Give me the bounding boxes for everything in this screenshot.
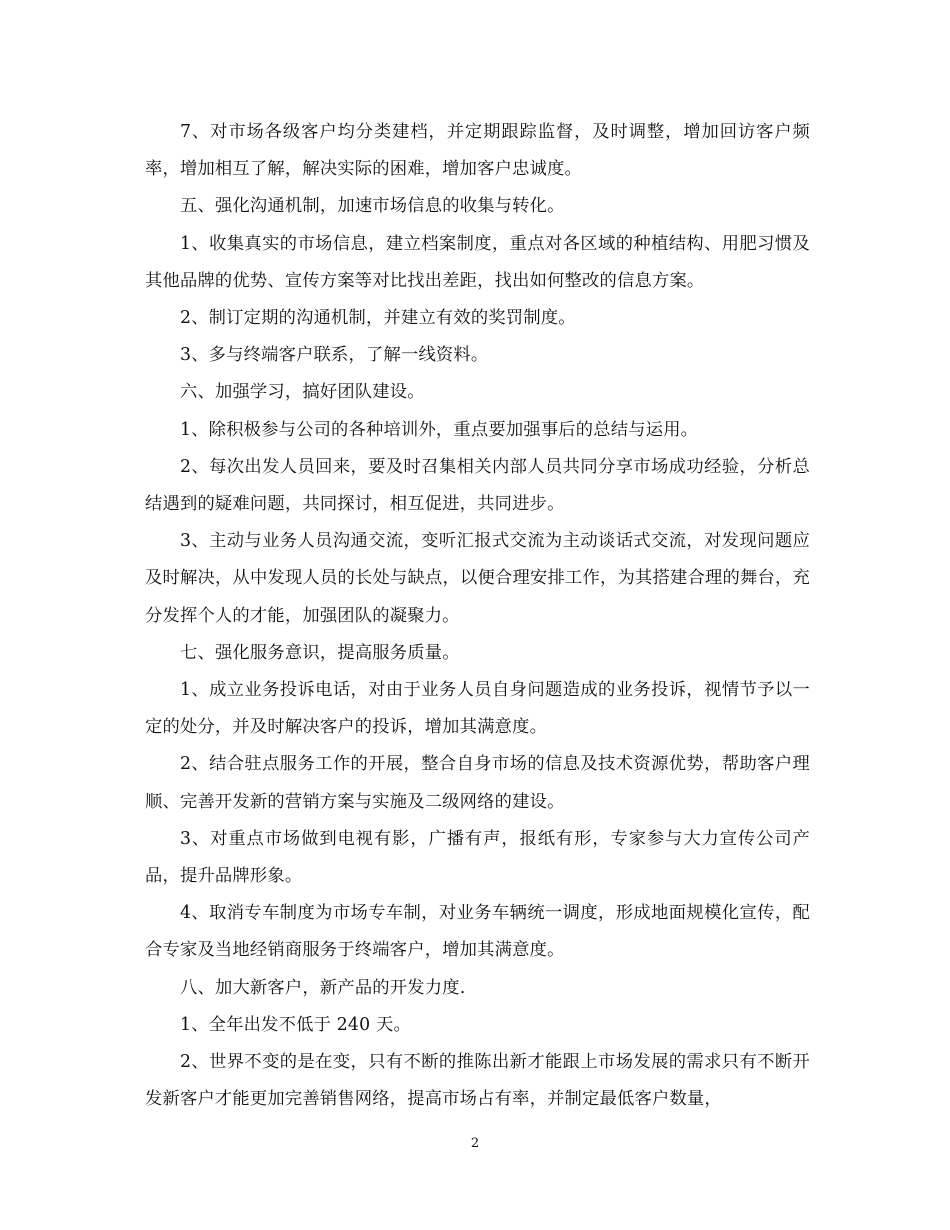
document-body xyxy=(145,114,810,1118)
paragraph-collect-market-info: 1、收集真实的市场信息，建立档案制度，重点对各区域的种植结构、用肥习惯及其他品牌的优势、宣传方案等对比找出差距，找出如何整改的信息方案。 xyxy=(145,233,810,291)
section-heading-new-clients: 八、加大新客户，新产品的开发力度. xyxy=(180,977,466,998)
paragraph-training: 1、除积极参与公司的各种培训外，重点要加强事后的总结与运用。 xyxy=(180,419,699,440)
paragraph-share-experience: 2、每次出发人员回来，要及时召集相关内部人员共同分享市场成功经验，分析总结遇到的疑难问题，共同探讨，相互促进，共同进步。 xyxy=(145,456,810,515)
page-number: 2 xyxy=(470,1136,480,1151)
paragraph-innovation: 2、世界不变的是在变，只有不断的推陈出新才能跟上市场发展的需求只有不断开发新客户才能更加完善销售网络，提高市场占有率，并制定最低客户数量， xyxy=(145,1052,810,1110)
paragraph-active-communication: 3、主动与业务人员沟通交流，变听汇报式交流为主动谈话式交流，对发现问题应及时解决，从中发现人员的长处与缺点，以便合理安排工作，为其搭建合理的舞台，充分发挥个人的才能，加强团队的凝聚力。 xyxy=(145,531,810,626)
paragraph-contact-end-clients: 3、多与终端客户联系，了解一线资料。 xyxy=(180,345,489,366)
paragraph-onsite-service: 2、结合驻点服务工作的开展，整合自身市场的信息及技术资源优势，帮助客户理顺、完善开发新的营销方案与实施及二级网络的建设。 xyxy=(145,754,810,812)
section-heading-service-quality: 七、强化服务意识，提高服务质量。 xyxy=(180,642,460,663)
paragraph-travel-days: 1、全年出发不低于 240 天。 xyxy=(180,1014,411,1035)
paragraph-vehicle-system: 4、取消专车制度为市场专车制，对业务车辆统一调度，形成地面规模化宣传，配合专家及当地经销商服务于终端客户，增加其满意度。 xyxy=(145,903,810,961)
section-heading-communication: 五、强化沟通机制，加速市场信息的收集与转化。 xyxy=(180,196,565,217)
paragraph-key-market-promotion: 3、对重点市场做到电视有影，广播有声，报纸有形，专家参与大力宣传公司产品，提升品牌形象。 xyxy=(145,828,810,887)
paragraph-complaint-hotline: 1、成立业务投诉电话，对由于业务人员自身问题造成的业务投诉，视情节予以一定的处分，并及时解决客户的投诉，增加其满意度。 xyxy=(145,680,810,738)
section-heading-team-building: 六、加强学习，搞好团队建设。 xyxy=(180,382,425,403)
paragraph-7-client-archiving: 7、对市场各级客户均分类建档，并定期跟踪监督，及时调整，增加回访客户频率，增加相互了解，解决实际的困难，增加客户忠诚度。 xyxy=(145,122,810,180)
paragraph-communication-mechanism: 2、制订定期的沟通机制，并建立有效的奖罚制度。 xyxy=(180,308,576,329)
